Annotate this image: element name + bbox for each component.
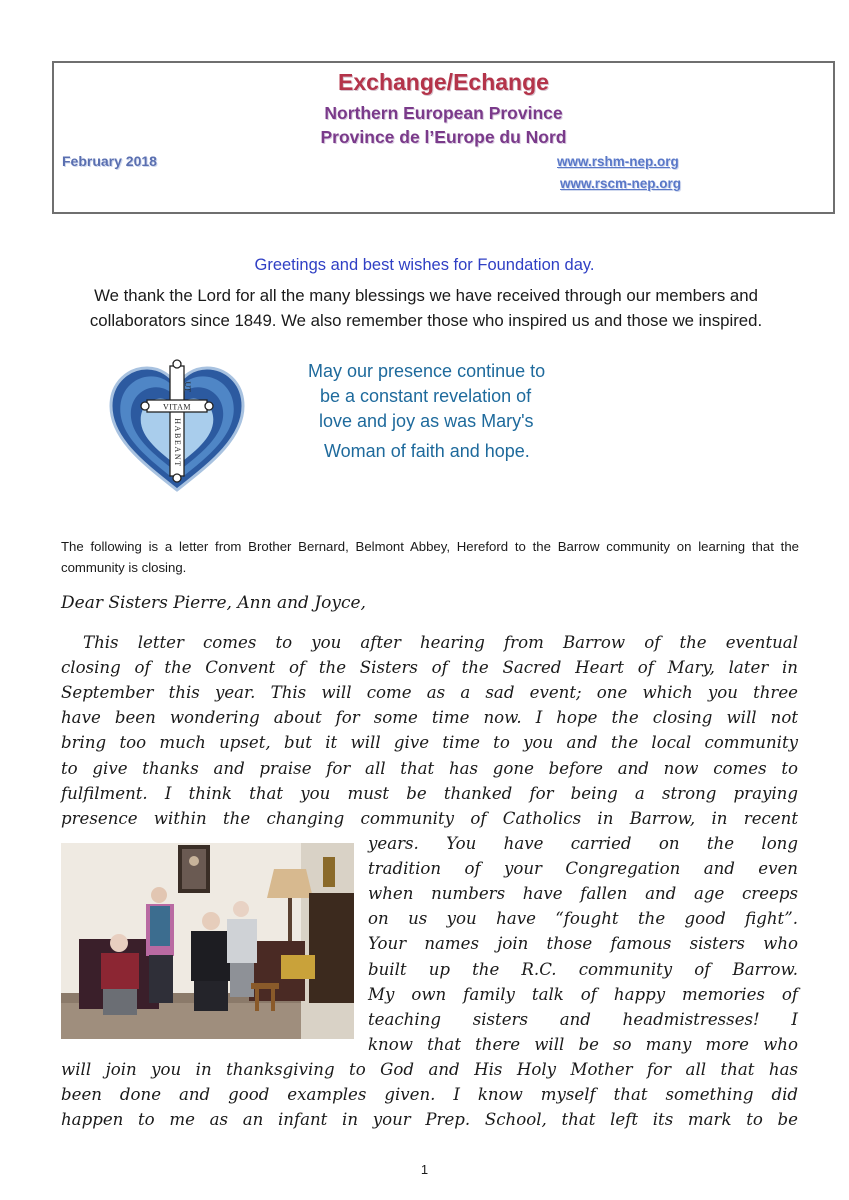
letter-line: My own family talk of happy memories of (368, 985, 798, 1004)
letter-line: been done and good examples given. I know myself that something did (61, 1085, 798, 1104)
cross-word-ut: UT (183, 381, 192, 393)
letter-line: to give thanks and praise for all that has gone before and now comes to (61, 759, 798, 778)
greeting-heading: Greetings and best wishes for Foundation day. (254, 256, 595, 274)
letter-line: know that there will be so many more who (368, 1035, 798, 1054)
website-link-rscm[interactable]: www.rscm-nep.org (560, 176, 682, 191)
letter-line: when numbers have fallen and age creeps (368, 884, 798, 903)
letter-intro: The following is a letter from Brother Bernard, Belmont Abbey, Hereford to the Barrow community on learning that the community is closing. (61, 539, 799, 575)
letter-line: Your names join those famous sisters who (368, 934, 798, 953)
foundation-quote (298, 359, 588, 459)
province-name-en: Northern European Province (324, 103, 563, 123)
cross-word-habeant: HABEANT (173, 418, 182, 468)
letter-line: closing of the Convent of the Sisters of the Sacred Heart of Mary, later in (61, 658, 798, 677)
letter-line: teaching sisters and headmistresses! I (368, 1010, 798, 1029)
cross-word-vitam: VITAM (162, 402, 192, 412)
quote-line: May our presence continue to (308, 361, 546, 381)
thanks-paragraph: We thank the Lord for all the many blessings we have received through our members and collaborators since 1849. We also remember those who inspired us and those we inspired. (89, 286, 763, 330)
letter-line: tradition of your Congregation and even (368, 859, 798, 878)
letter-line: happen to me as an infant in your Prep. School, that left its mark to be (61, 1110, 798, 1129)
website-link-rshm[interactable]: www.rshm-nep.org (557, 154, 679, 169)
rshm-heart-cross-logo (107, 348, 247, 496)
quote-line: love and joy as was Mary's (319, 411, 534, 431)
quote-line: be a constant revelation of (320, 386, 532, 406)
letter-line: built up the R.C. community of Barrow. (368, 960, 798, 979)
letter-line: bring too much upset, but it will give time to you and the local community (61, 733, 798, 752)
letter-line: will join you in thanksgiving to God and His Holy Mother for all that has (61, 1060, 798, 1079)
letter-line: on us you have “fought the good fight”. (368, 909, 798, 928)
letter-line: September this year. This will come as a sad event; one which you three (61, 683, 798, 702)
issue-date: February 2018 (62, 153, 157, 169)
letter-salutation: Dear Sisters Pierre, Ann and Joyce, (61, 593, 366, 613)
letter-line: have been wondering about for some time now. I hope the closing will not (61, 708, 798, 727)
province-name-fr: Province de l’Europe du Nord (320, 127, 567, 147)
page-number: 1 (420, 1162, 429, 1177)
letter-line: This letter comes to you after hearing from Barrow of the eventual (83, 633, 798, 652)
letter-line: fulfilment. I think that you must be thanked for being a strong praying (61, 784, 798, 803)
header-box (52, 61, 835, 214)
letter-line: years. You have carried on the long (368, 834, 798, 853)
newsletter-title: Exchange/Echange (338, 69, 549, 95)
quote-line: Woman of faith and hope. (324, 441, 530, 461)
letter-line: presence within the changing community of Catholics in Barrow, in recent (61, 809, 798, 828)
community-photo (61, 843, 354, 1039)
